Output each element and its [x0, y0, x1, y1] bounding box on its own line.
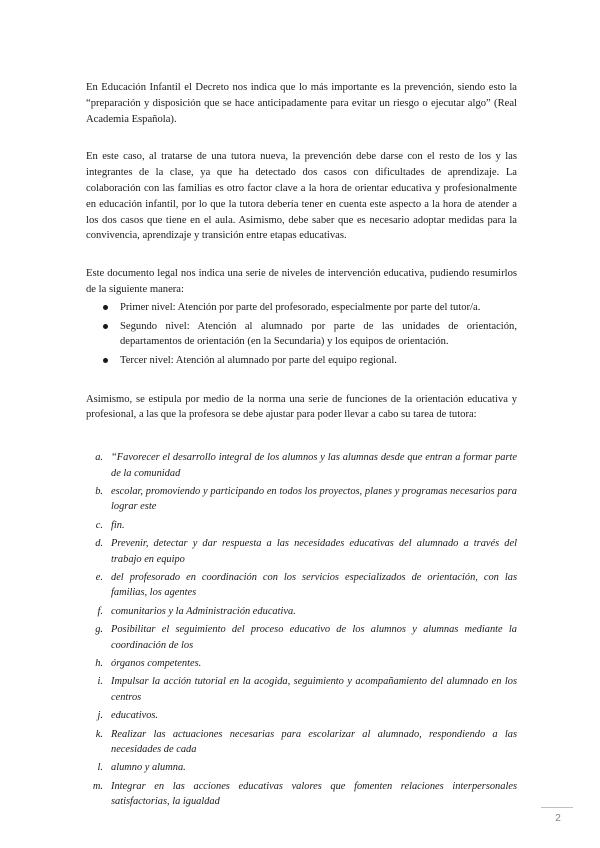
level-item: Primer nivel: Atención por parte del profesorado, especialmente por parte del tutor/a. — [86, 300, 517, 315]
item-letter: f. — [97, 605, 103, 617]
intro-paragraph: En Educación Infantil el Decreto nos indica que lo más importante es la prevención, siendo esto la “preparación y disposición que se hace anticipadamente para evitar un riesgo o ejecutar algo” (Real Academia Española). — [86, 82, 517, 125]
level-item: Segundo nivel: Atención al alumnado por parte de las unidades de orientación, departamentos de orientación (en la Secundaria) y los equipos de orientación. — [86, 319, 517, 349]
item-letter: e. — [95, 572, 103, 584]
function-item: b. escolar, promoviendo y participando en todos los proyectos, planes y programas necesarios para lograr este — [95, 485, 517, 513]
function-item: l. alumno y alumna. — [86, 760, 517, 775]
function-item: d. Prevenir, detectar y dar respuesta a las necesidades educativas del alumnado a través del trabajo en equipo — [95, 538, 517, 565]
function-item: g. Posibilitar el seguimiento del proceso educativo de los alumnos y alumnas mediante la coordinación de los — [95, 624, 517, 651]
bullet-icon — [103, 358, 108, 363]
function-item: a. “Favorecer el desarrollo integral de los alumnos y las alumnas desde que entran a formar parte de la comunidad — [95, 452, 517, 479]
functions-list — [86, 450, 517, 810]
page-number: 2 — [555, 813, 561, 824]
levels-intro-paragraph: Este documento legal nos indica una serie de niveles de intervención educativa, pudiendo resumirlos de la siguiente manera: — [86, 268, 517, 295]
item-letter: h. — [95, 658, 103, 670]
item-letter: a. — [95, 452, 103, 464]
function-item: c. fin. — [86, 518, 517, 533]
function-item: i. Impulsar la acción tutorial en la acogida, seguimiento y acompañamiento del alumnado en los centros — [97, 676, 517, 703]
item-letter: g. — [95, 624, 103, 636]
function-item: m. Integrar en las acciones educativas valores que fomenten relaciones interpersonales satisfactorias, la igualdad — [92, 780, 517, 808]
item-letter: c. — [95, 519, 103, 531]
item-letter: l. — [97, 762, 103, 774]
item-letter: b. — [95, 485, 103, 497]
case-paragraph: En este caso, al tratarse de una tutora nueva, la prevención debe darse con el resto de los y las integrantes de la clase, ya que ha detectado dos casos con dificultades de aprendizaje. La colaboración con las familias es otro factor clave a la hora de orientar educativa y profesionalmente en educación infantil, por lo que la tutora debería tener en cuenta este aspecto a la hora de atender a los dos casos que tiene en el aula. Asimismo, debe saber que es necesario adoptar medidas para la convivencia, aprendizaje y transición entre etapas educativas. — [86, 151, 517, 242]
item-letter: m. — [92, 780, 103, 792]
function-item: k. Realizar las actuaciones necesarias para escolarizar al alumnado, respondiendo a las necesidades de cada — [95, 728, 517, 756]
level-item: Tercer nivel: Atención al alumnado por parte del equipo regional. — [86, 353, 517, 368]
functions-intro-paragraph: Asimismo, se estipula por medio de la norma una serie de funciones de la orientación educativa y profesional, a las que la profesora se debe ajustar para poder llevar a cabo su tarea de tutora: — [86, 393, 517, 421]
function-item: f. comunitarios y la Administración educativa. — [86, 604, 517, 619]
page-body — [86, 80, 517, 813]
function-item: h. órganos competentes. — [86, 656, 517, 671]
item-letter: j. — [97, 710, 103, 722]
item-letter: i. — [97, 676, 103, 688]
intervention-levels-list — [86, 300, 517, 369]
item-letter: d. — [95, 538, 103, 550]
bullet-icon — [103, 324, 108, 329]
function-item: j. educativos. — [86, 708, 517, 723]
footer-divider — [541, 807, 573, 808]
function-item: e. del profesorado en coordinación con los servicios especializados de orientación, con las familias, los agentes — [95, 572, 517, 599]
bullet-icon — [103, 305, 108, 310]
item-letter: k. — [95, 728, 103, 740]
